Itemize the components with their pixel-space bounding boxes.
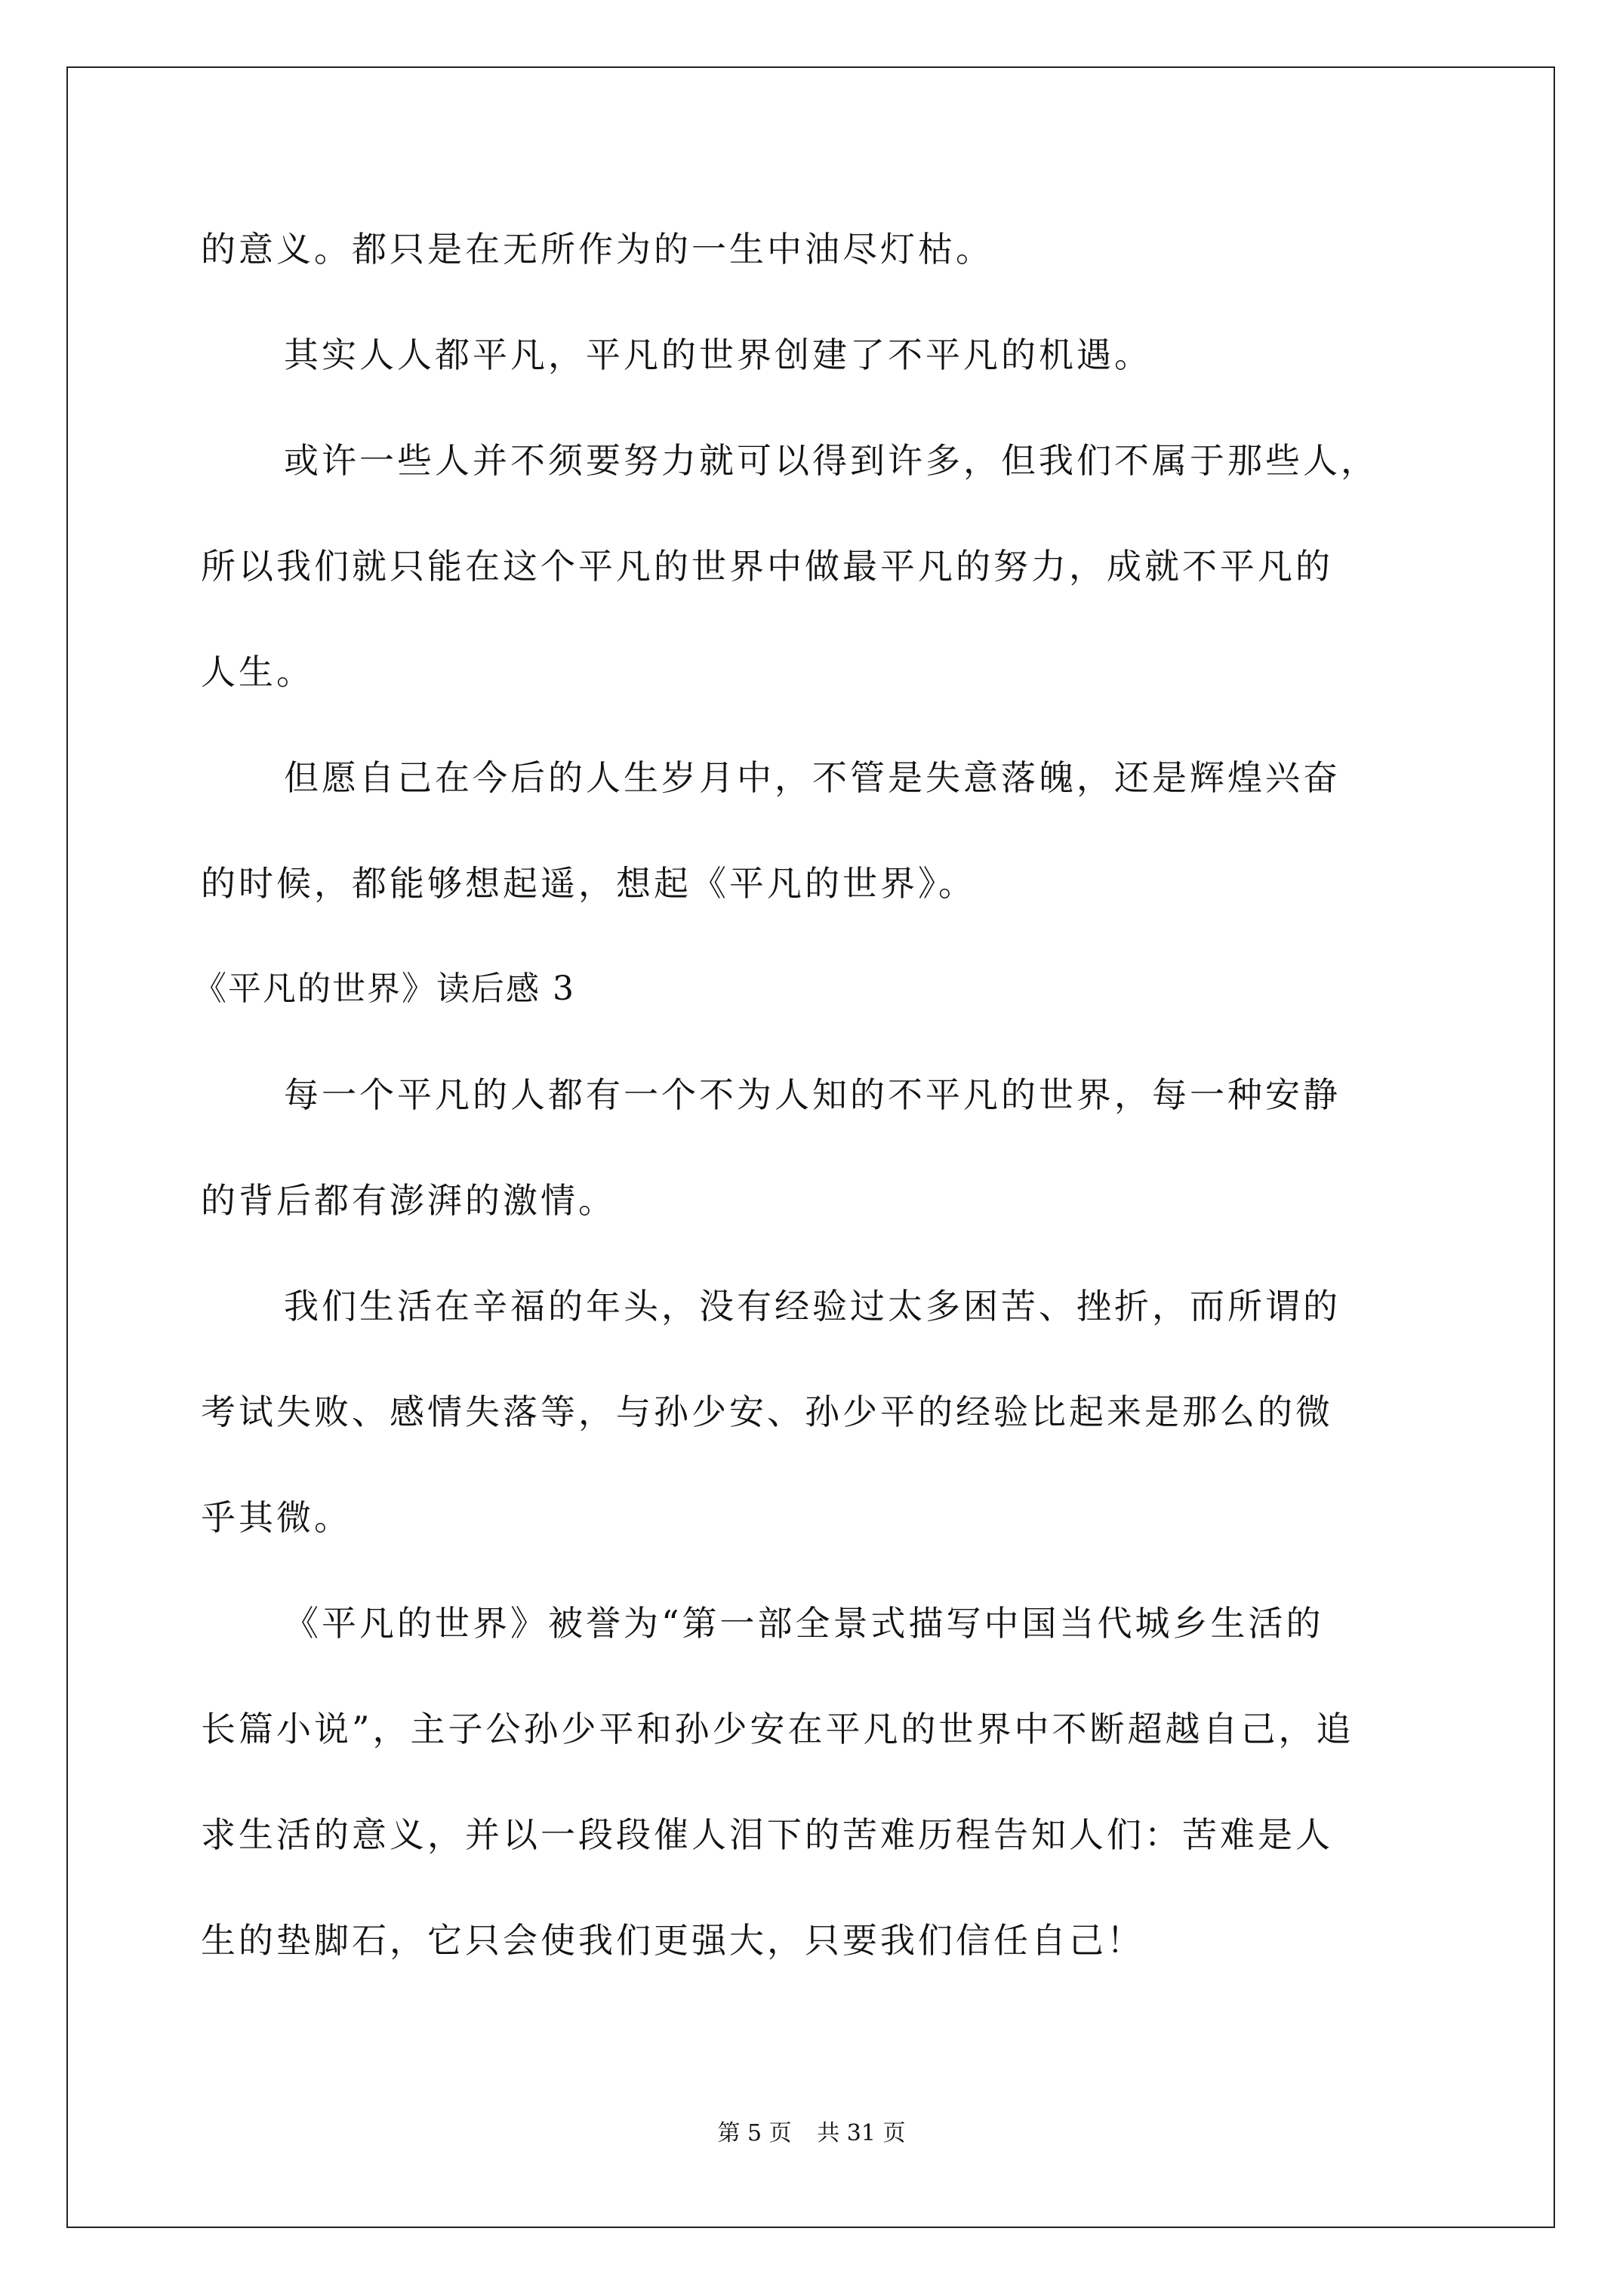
text-line: 生的垫脚石，它只会使我们更强大，只要我们信任自己！: [201, 1920, 1144, 1961]
text-line: 其实人人都平凡，平凡的世界创建了不平凡的机遇。: [284, 334, 1152, 375]
text-line: 《平凡的世界》被誉为“第一部全景式描写中国当代城乡生活的: [284, 1603, 1324, 1644]
page-number: 第 5 页: [717, 2120, 792, 2147]
text-line: 所以我们就只能在这个平凡的世界中做最平凡的努力，成就不平凡的: [201, 546, 1333, 587]
page-border: [66, 66, 1555, 2228]
text-line: 的意义。都只是在无所作为的一生中油尽灯枯。: [201, 229, 993, 270]
text-line: 考试失败、感情失落等，与孙少安、孙少平的经验比起来是那么的微: [201, 1391, 1333, 1432]
text-line: 长篇小说”，主子公孙少平和孙少安在平凡的世界中不断超越自己，追: [201, 1709, 1354, 1749]
text-line: 求生活的意义，并以一段段催人泪下的苦难历程告知人们：苦难是人: [201, 1814, 1333, 1855]
section-heading: 《平凡的世界》读后感 3: [193, 969, 575, 1008]
text-line: 人生。: [201, 652, 314, 692]
text-line: 或许一些人并不须要努力就可以得到许多，但我们不属于那些人，: [284, 440, 1378, 481]
text-line: 每一个平凡的人都有一个不为人知的不平凡的世界，每一种安静: [284, 1074, 1341, 1115]
page-total: 共 31 页: [817, 2120, 906, 2147]
text-line: 乎其微。: [201, 1497, 352, 1538]
text-line: 的时候，都能够想起遥，想起《平凡的世界》。: [201, 863, 976, 904]
text-line: 但愿自己在今后的人生岁月中，不管是失意落魄，还是辉煌兴奋: [284, 757, 1341, 798]
text-line: 我们生活在辛福的年头，没有经验过太多困苦、挫折，而所谓的: [284, 1286, 1341, 1327]
text-line: 的背后都有澎湃的激情。: [201, 1180, 616, 1221]
page-footer: [0, 2114, 1623, 2147]
